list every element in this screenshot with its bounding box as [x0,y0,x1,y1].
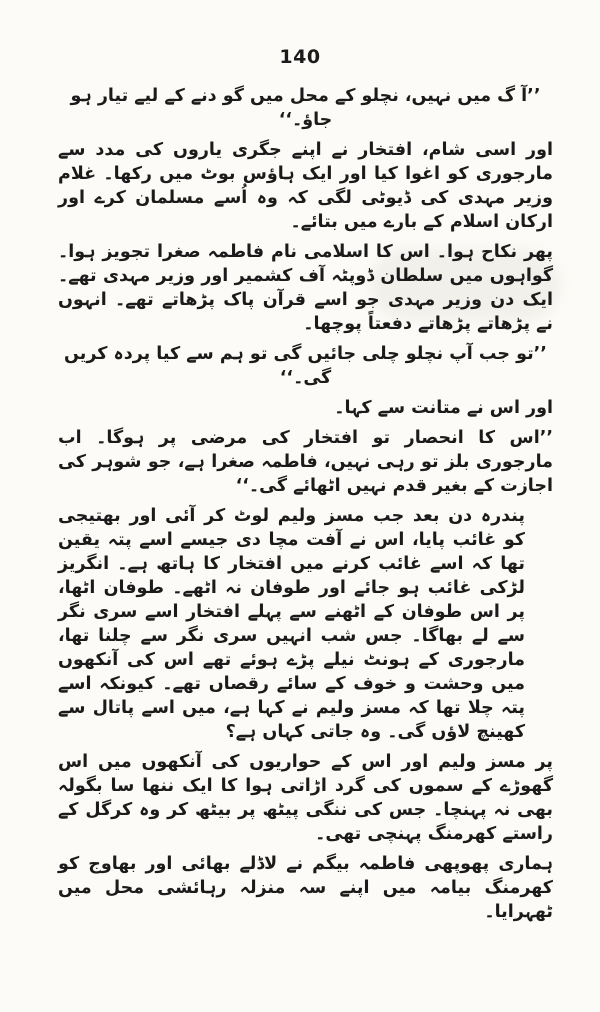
paragraph-quote-2: ’’تو جب آپ نچلو چلی جائیں گی تو ہم سے کیا پردہ کریں گی۔‘‘ [64,344,547,388]
paragraph-escape: پر مسز ولیم اور اس کے حواریوں کی آنکھوں میں اس گھوڑے کے سموں کی گرد اڑاتی ہوا کا ایک ننھا سا بگولہ بھی نہ پہنچا۔ جس کی ننگی پیٹھ پر بیٹھ کر وہ کرگل کے راستے کھرمنگ پہنچی تھی۔ [58,752,553,844]
paragraph-quote-1: ’’آ گ میں نہیں، نچلو کے محل میں گو دنے کے لیے تیار ہو جاؤ۔‘‘ [70,86,541,130]
paragraph-nikah: پھر نکاح ہوا۔ اس کا اسلامی نام فاطمہ صغرا تجویز ہوا۔ گواہوں میں سلطان ڈوپٹہ آف کشمیر اور وزیر مہدی تھے۔ ایک دن وزیر مہدی جو اسے قرآن پاک پڑھاتے تھے۔ انہوں نے پڑھاتے پڑھاتے دفعتاً پوچھا۔ [58,242,553,334]
page-number: 140 [279,46,321,68]
paragraph-storm: پندرہ دن بعد جب مسز ولیم لوٹ کر آئی اور بھتیجی کو غائب پایا، اس نے آفت مچا دی جیسے اسے پتہ یقین تھا کہ اسے غائب کرنے میں افتخار کا ہاتھ ہے۔ انگریز لڑکی غائب ہو جائے اور طوفان نہ اٹھے۔ طوفان اٹھا، پر اس طوفان کے اٹھنے سے پہلے افتخار اسے سری نگر سے لے بھاگا۔ جس شب انہیں سری نگر سے چلنا تھا، مارجوری کے ہونٹ نیلے پڑے ہوئے تھے اس کی آنکھوں میں وحشت و خوف کے سائے رقصاں تھے۔ کیونکہ اسے پتہ چلا تھا کہ مسز ولیم نے کہا ہے، میں اسے پاتال سے کھینچ لاؤں گی۔ وہ جاتی کہاں ہے؟ [58,506,525,742]
paragraph-khurmang: ہماری پھوپھی فاطمہ بیگم نے لاڈلے بھائی اور بھاوج کو کھرمنگ بیامہ میں اپنے سہ منزلہ رہائشی محل میں ٹھہرایا۔ [58,854,553,922]
paragraph-reply-intro: اور اس نے متانت سے کہا۔ [334,398,553,418]
paragraph-abduction: اور اسی شام، افتخار نے اپنے جگری یاروں کی مدد سے مارجوری کو اغوا کیا اور ایک ہاؤس بوٹ میں رکھا۔ غلام وزیر مہدی کی ڈیوٹی لگی کہ وہ اُسے مسلمان کرے اور ارکان اسلام کے بارے میں بتائے۔ [58,140,553,232]
page-body [58,84,553,930]
paragraph-quote-3: ’’اس کا انحصار تو افتخار کی مرضی پر ہوگا۔ اب مارجوری بلز تو رہی نہیں، فاطمہ صغرا ہے، جو شوہر کی اجازت کے بغیر قدم نہیں اٹھائے گی۔‘‘ [58,428,553,496]
